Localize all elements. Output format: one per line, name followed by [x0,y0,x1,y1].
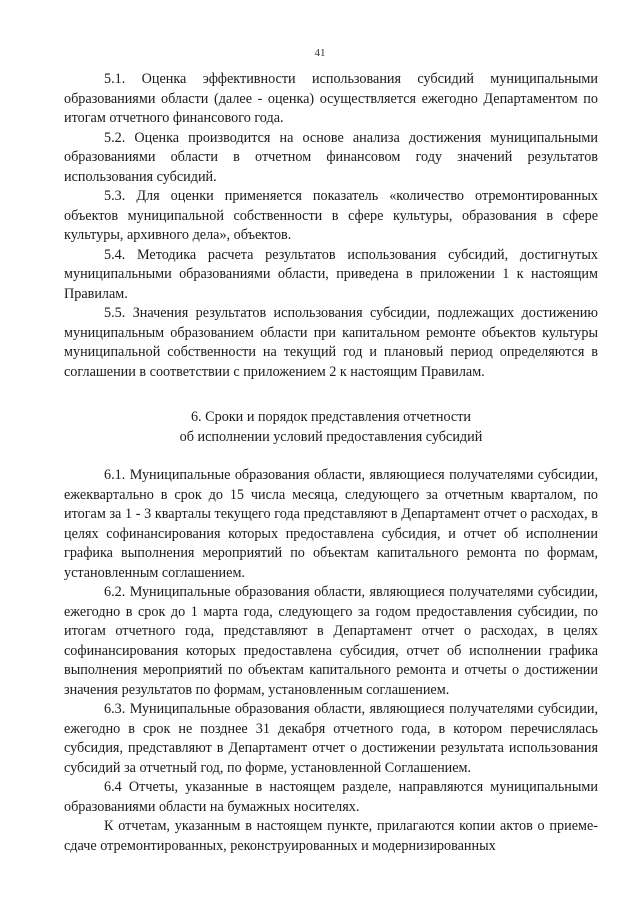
paragraph-6-4-attachments: К отчетам, указанным в настоящем пункте, прилагаются копии актов о приеме-сдаче отремонтированных, реконструированных и модернизированных [64,818,598,854]
section-6-heading-line-1: 6. Сроки и порядок представления отчетности [190,409,472,425]
paragraph-6-1: 6.1. Муниципальные образования области, являющиеся получателями субсидии, ежеквартально в срок до 15 числа месяца, следующего за отчетным кварталом, по итогам за 1 - 3 кварталы текущего года представляют в Департамент отчет о расходах, в целях софинансирования которых предоставлена субсидия, и отчет об исполнении графика выполнения мероприятий по объектам капитального ремонта по формам, установленным соглашением. [64,467,598,581]
section-6-heading [64,408,598,447]
paragraph-6-2: 6.2. Муниципальные образования области, являющиеся получателями субсидии, ежегодно в срок до 1 марта года, следующего за годом предоставления субсидии, по итогам отчетного года, представляют в Департамент отчет о расходах, в целях софинансирования которых предоставлена субсидия, отчет об исполнении графика выполнения мероприятий по объектам капитального ремонта и отчеты о достижении значения результатов по формам, установленным соглашением. [64,584,598,698]
paragraph-6-3: 6.3. Муниципальные образования области, являющиеся получателями субсидии, ежегодно в срок не позднее 31 декабря отчетного года, в котором перечислялась субсидия, представляют в Департамент отчет о достижении результата использования субсидий за отчетный год, по форме, установленной Соглашением. [64,701,598,776]
page-number: 41 [314,47,326,59]
paragraph-5-2: 5.2. Оценка производится на основе анализа достижения муниципальными образованиями области в отчетном финансовом году значений результатов использования субсидий. [64,129,598,185]
section-6-heading-line-2: об исполнении условий предоставления субсидий [179,428,483,445]
paragraph-5-5: 5.5. Значения результатов использования субсидии, подлежащих достижению муниципальным образованием области при капитальном ремонте объектов культуры муниципальной собственности на текущий год и плановый период определяются в соглашении в соответствии с приложением 2 к настоящим Правилам. [64,305,598,380]
paragraph-5-4: 5.4. Методика расчета результатов использования субсидий, достигнутых муниципальными образованиями области, приведена в приложении 1 к настоящим Правилам. [64,246,598,302]
paragraph-5-1: 5.1. Оценка эффективности использования субсидий муниципальными образованиями области (далее - оценка) осуществляется ежегодно Департаментом по итогам отчетного финансового года. [64,71,598,126]
paragraph-6-4: 6.4 Отчеты, указанные в настоящем разделе, направляются муниципальными образованиями области на бумажных носителях. [64,779,598,815]
paragraph-5-3: 5.3. Для оценки применяется показатель «количество отремонтированных объектов муниципальной собственности в сфере культуры, образования в сфере культуры, архивного дела», объектов. [64,188,598,243]
document-body [64,70,598,856]
